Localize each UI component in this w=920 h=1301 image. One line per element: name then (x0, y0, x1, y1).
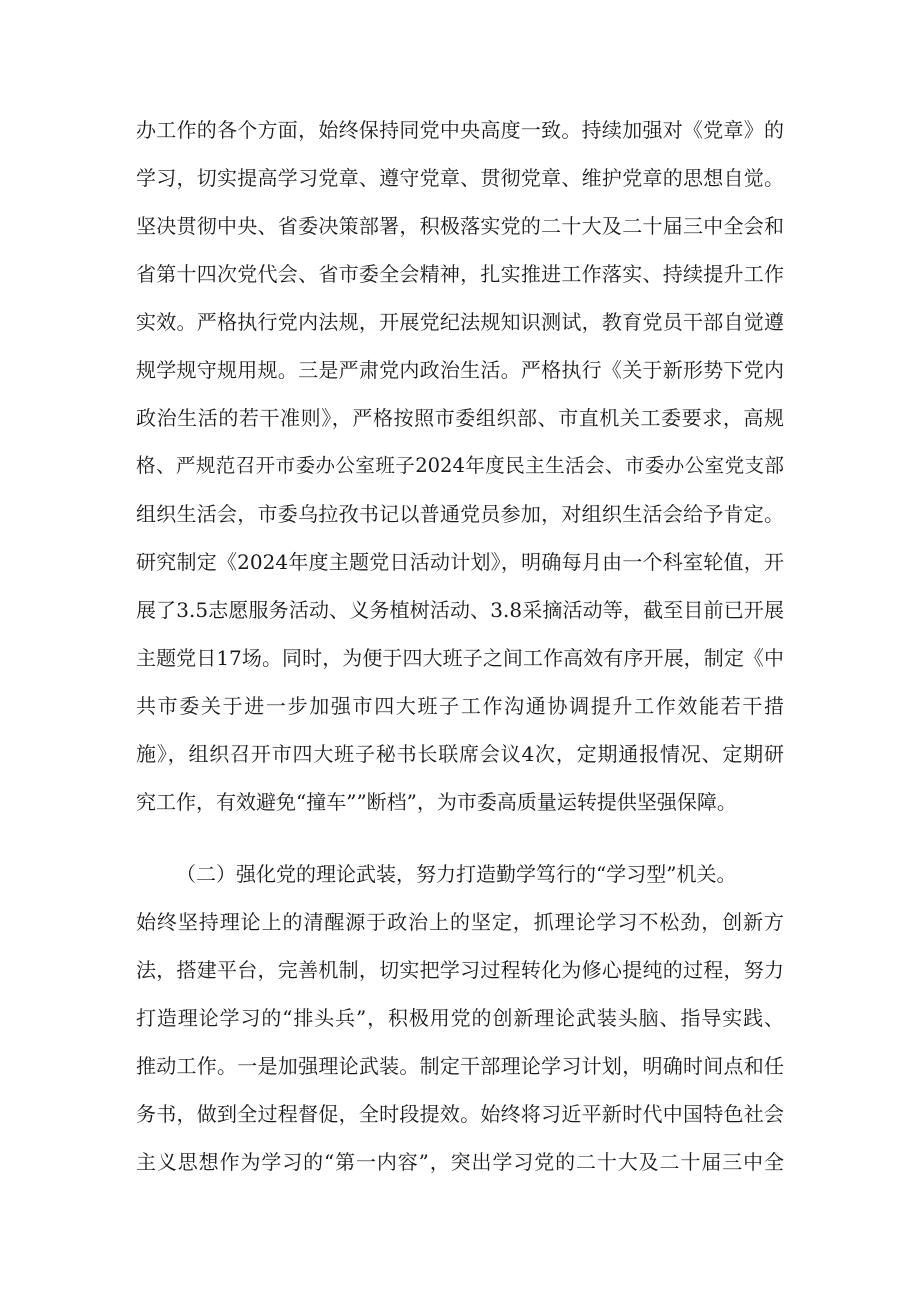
text-line: 推动工作。一是加强理论武装。制定干部理论学习计划，明确时间点和任 (136, 1054, 784, 1078)
text-line: 法，搭建平台，完善机制，切实把学习过程转化为修心提纯的过程，努力 (136, 958, 784, 982)
text-line: 实效。严格执行党内法规，开展党纪法规知识测试，教育党员干部自觉遵 (136, 310, 784, 334)
text-line: 研究制定《2024年度主题党日活动计划》，明确每月由一个科室轮值，开 (136, 550, 784, 574)
text-line: 主义思想作为学习的“第一内容”，突出学习党的二十大及二十届三中全 (136, 1150, 784, 1174)
text-line: 学习，切实提高学习党章、遵守党章、贯彻党章、维护党章的思想自觉。 (136, 166, 784, 190)
text-line: 格、严规范召开市委办公室班子2024年度民主生活会、市委办公室党支部 (136, 454, 784, 477)
text-line: 打造理论学习的“排头兵”，积极用党的创新理论武装头脑、指导实践、 (136, 1006, 784, 1030)
text-line: 政治生活的若干准则》，严格按照市委组织部、市直机关工委要求，高规 (136, 406, 784, 430)
text-line: 办工作的各个方面，始终保持同党中央高度一致。持续加强对《党章》的 (136, 118, 784, 142)
text-line: 展了3.5志愿服务活动、义务植树活动、3.8采摘活动等，截至目前已开展 (136, 598, 784, 622)
text-line: 规学规守规用规。三是严肃党内政治生活。严格执行《关于新形势下党内 (136, 358, 784, 382)
text-line: 务书，做到全过程督促，全时段提效。始终将习近平新时代中国特色社会 (136, 1102, 784, 1126)
text-line: 究工作，有效避免“撞车””断档”，为市委高质量运转提供坚强保障。 (136, 790, 737, 814)
text-line: 始终坚持理论上的清醒源于政治上的坚定，抓理论学习不松劲，创新方 (136, 910, 784, 934)
text-line: 共市委关于进一步加强市四大班子工作沟通协调提升工作效能若干措 (136, 694, 784, 718)
text-line: 施》，组织召开市四大班子秘书长联席会议4次，定期通报情况、定期研 (136, 742, 784, 766)
text-line: 省第十四次党代会、省市委全会精神，扎实推进工作落实、持续提升工作 (136, 262, 784, 286)
text-line: 坚决贯彻中央、省委决策部署，积极落实党的二十大及二十届三中全会和 (136, 214, 784, 238)
section-heading: （二）强化党的理论武装，努力打造勤学笃行的“学习型”机关。 (176, 862, 737, 886)
text-line: 组织生活会，市委乌拉孜书记以普通党员参加，对组织生活会给予肯定。 (136, 502, 784, 526)
text-line: 主题党日17场。同时，为便于四大班子之间工作高效有序开展，制定《中 (136, 646, 784, 670)
